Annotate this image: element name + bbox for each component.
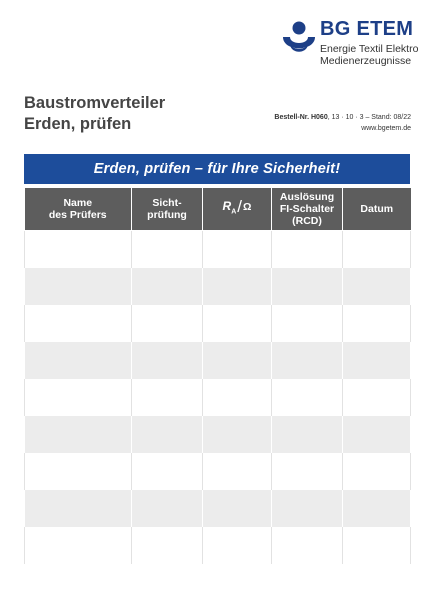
website-link[interactable]: www.bgetem.de [361, 125, 411, 132]
inspection-log-table [24, 187, 410, 577]
table-cell[interactable] [272, 342, 343, 379]
table-cell[interactable] [25, 490, 132, 527]
table-row [25, 527, 411, 564]
table-cell[interactable] [132, 527, 203, 564]
table-cell[interactable] [203, 379, 272, 416]
table-cell[interactable] [343, 453, 411, 490]
table-row [25, 453, 411, 490]
order-number: Bestell-Nr. H060 [274, 114, 328, 121]
brand-subtitle-line1: Energie Textil Elektro [320, 43, 419, 55]
table-cell[interactable] [272, 453, 343, 490]
document-title-line2: Erden, prüfen [24, 115, 132, 133]
bg-etem-logo [282, 14, 417, 74]
table-cell[interactable] [343, 305, 411, 342]
table-cell[interactable] [132, 416, 203, 453]
table-cell[interactable] [203, 416, 272, 453]
brand-subtitle [320, 43, 418, 67]
ohm-unit: Ω [243, 200, 252, 213]
column-header-name: Name des Prüfers [25, 188, 132, 231]
table-cell[interactable] [25, 305, 132, 342]
table-body [25, 231, 411, 565]
table-cell[interactable] [272, 490, 343, 527]
table-cell[interactable] [343, 490, 411, 527]
document-meta [274, 112, 411, 134]
table-cell[interactable] [343, 231, 411, 269]
table-cell[interactable] [343, 379, 411, 416]
table-cell[interactable] [25, 453, 132, 490]
table-cell[interactable] [203, 305, 272, 342]
table-cell[interactable] [343, 416, 411, 453]
safety-banner: Erden, prüfen – für Ihre Sicherheit! [24, 154, 410, 184]
table-row [25, 416, 411, 453]
table-cell[interactable] [272, 527, 343, 564]
table-cell[interactable] [25, 416, 132, 453]
table-cell[interactable] [25, 268, 132, 305]
table-cell[interactable] [25, 231, 132, 269]
table-cell[interactable] [203, 231, 272, 269]
ra-symbol: $R_A$ [222, 198, 237, 216]
table-cell[interactable] [25, 342, 132, 379]
column-header-fi-schalter: Auslösung FI-Schalter (RCD) [272, 188, 343, 231]
table-cell[interactable] [25, 379, 132, 416]
table-cell[interactable] [343, 342, 411, 379]
column-header-resistance [203, 188, 272, 231]
table-cell[interactable] [272, 416, 343, 453]
table-cell[interactable] [272, 379, 343, 416]
table-row [25, 490, 411, 527]
table-cell[interactable] [132, 305, 203, 342]
bg-etem-logo-icon [282, 20, 316, 60]
document-title [24, 93, 165, 135]
table-cell[interactable] [132, 268, 203, 305]
table-row [25, 231, 411, 269]
table-cell[interactable] [272, 305, 343, 342]
table-header-row [25, 188, 411, 231]
document-title-line1: Baustromverteiler [24, 94, 166, 112]
table-cell[interactable] [203, 453, 272, 490]
table-cell[interactable] [272, 268, 343, 305]
table-cell[interactable] [203, 527, 272, 564]
table-row [25, 379, 411, 416]
column-header-datum: Datum [343, 188, 411, 231]
table-cell[interactable] [203, 342, 272, 379]
brand-name: BG ETEM [320, 18, 414, 40]
table-cell[interactable] [132, 490, 203, 527]
table-cell[interactable] [343, 268, 411, 305]
order-info [274, 112, 411, 123]
table-cell[interactable] [25, 527, 132, 564]
table-row [25, 342, 411, 379]
table-cell[interactable] [343, 527, 411, 564]
table-cell[interactable] [272, 231, 343, 269]
table-cell[interactable] [203, 268, 272, 305]
table-cell[interactable] [132, 453, 203, 490]
slash-divider: / [237, 197, 243, 217]
table-cell[interactable] [203, 490, 272, 527]
table-cell[interactable] [132, 379, 203, 416]
order-details: , 13 · 10 · 3 – Stand: 08/22 [327, 114, 411, 121]
table-row [25, 268, 411, 305]
column-header-sichtpruefung: Sicht- prüfung [132, 188, 203, 231]
brand-subtitle-line2: Medienerzeugnisse [320, 55, 412, 67]
table-row [25, 305, 411, 342]
table-cell[interactable] [132, 231, 203, 269]
table-cell[interactable] [132, 342, 203, 379]
